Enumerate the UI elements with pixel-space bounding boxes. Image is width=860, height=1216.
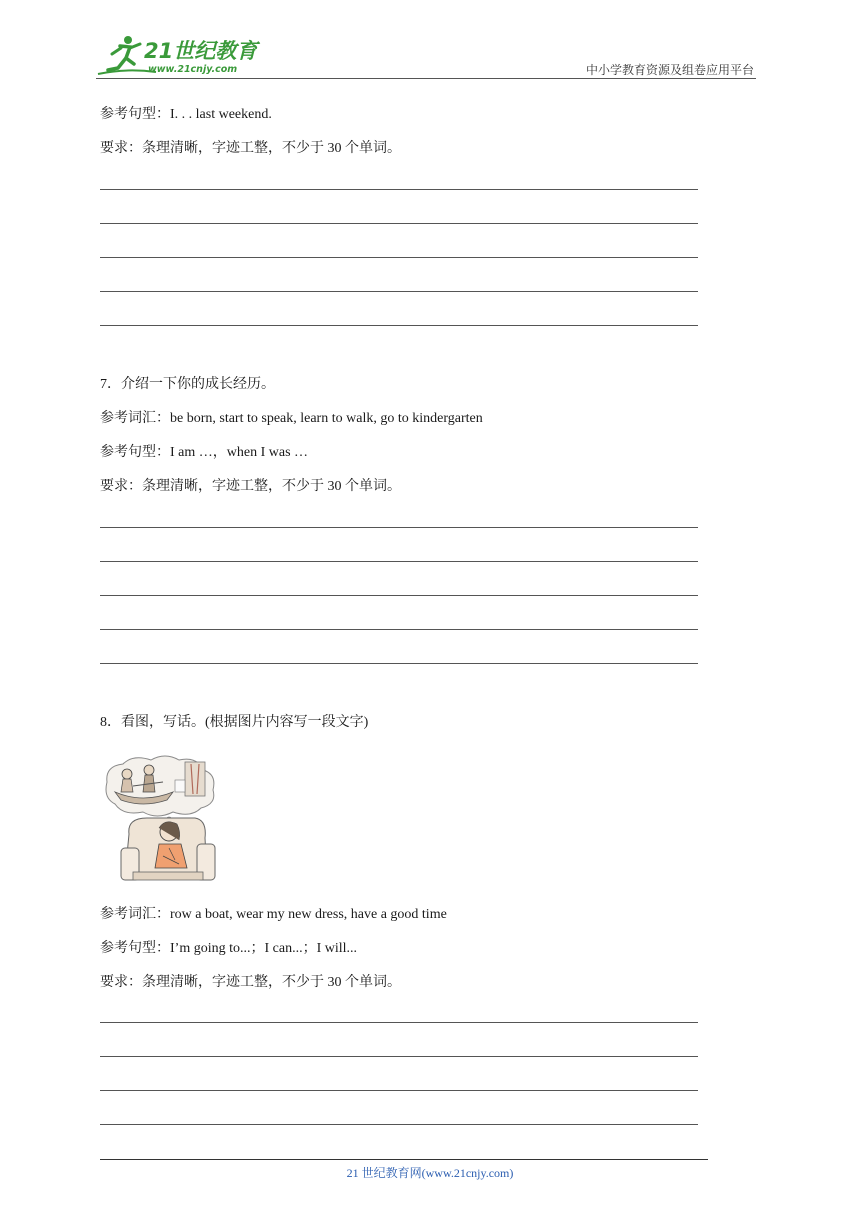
writing-line <box>100 325 698 326</box>
q7-vocab: 参考词汇：be born, start to speak, learn to walk, go to kindergarten <box>100 411 483 426</box>
writing-line <box>100 561 698 562</box>
q8-pattern: 参考句型：I’m going to...；I can...；I will... <box>100 941 358 956</box>
q8-title: 8．看图，写话。(根据图片内容写一段文字) <box>100 715 369 730</box>
writing-line <box>100 1056 698 1057</box>
writing-line <box>100 291 698 292</box>
q7-title: 7．介绍一下你的成长经历。 <box>100 377 275 392</box>
writing-line <box>100 1090 698 1091</box>
q8-vocab: 参考词汇：row a boat, wear my new dress, have a good time <box>100 907 447 922</box>
writing-line <box>100 257 698 258</box>
writing-line <box>100 663 698 664</box>
q7-requirement: 要求：条理清晰，字迹工整，不少于 30 个单词。 <box>100 479 401 494</box>
logo-url: www.21cnjy.com <box>148 64 238 75</box>
logo <box>96 34 266 78</box>
header-divider <box>96 78 756 79</box>
writing-line <box>100 189 698 190</box>
writing-line <box>100 629 698 630</box>
illustration-girl-dreaming <box>103 752 225 886</box>
q7-pattern: 参考句型：I am …，when I was … <box>100 445 309 460</box>
s6-requirement: 要求：条理清晰，字迹工整，不少于 30 个单词。 <box>100 141 401 156</box>
logo-text: 21世纪教育 <box>144 39 258 63</box>
writing-line <box>100 527 698 528</box>
writing-line <box>100 223 698 224</box>
footer-link[interactable]: 21 世纪教育网(www.21cnjy.com) <box>346 1166 514 1180</box>
writing-line <box>100 1022 698 1023</box>
platform-name: 中小学教育资源及组卷应用平台 <box>585 63 754 77</box>
writing-line <box>100 595 698 596</box>
q8-requirement: 要求：条理清晰，字迹工整，不少于 30 个单词。 <box>100 975 401 990</box>
writing-line <box>100 1124 698 1125</box>
s6-pattern: 参考句型：I. . . last weekend. <box>100 107 272 122</box>
footer-divider <box>100 1159 708 1160</box>
page-header <box>96 34 756 80</box>
